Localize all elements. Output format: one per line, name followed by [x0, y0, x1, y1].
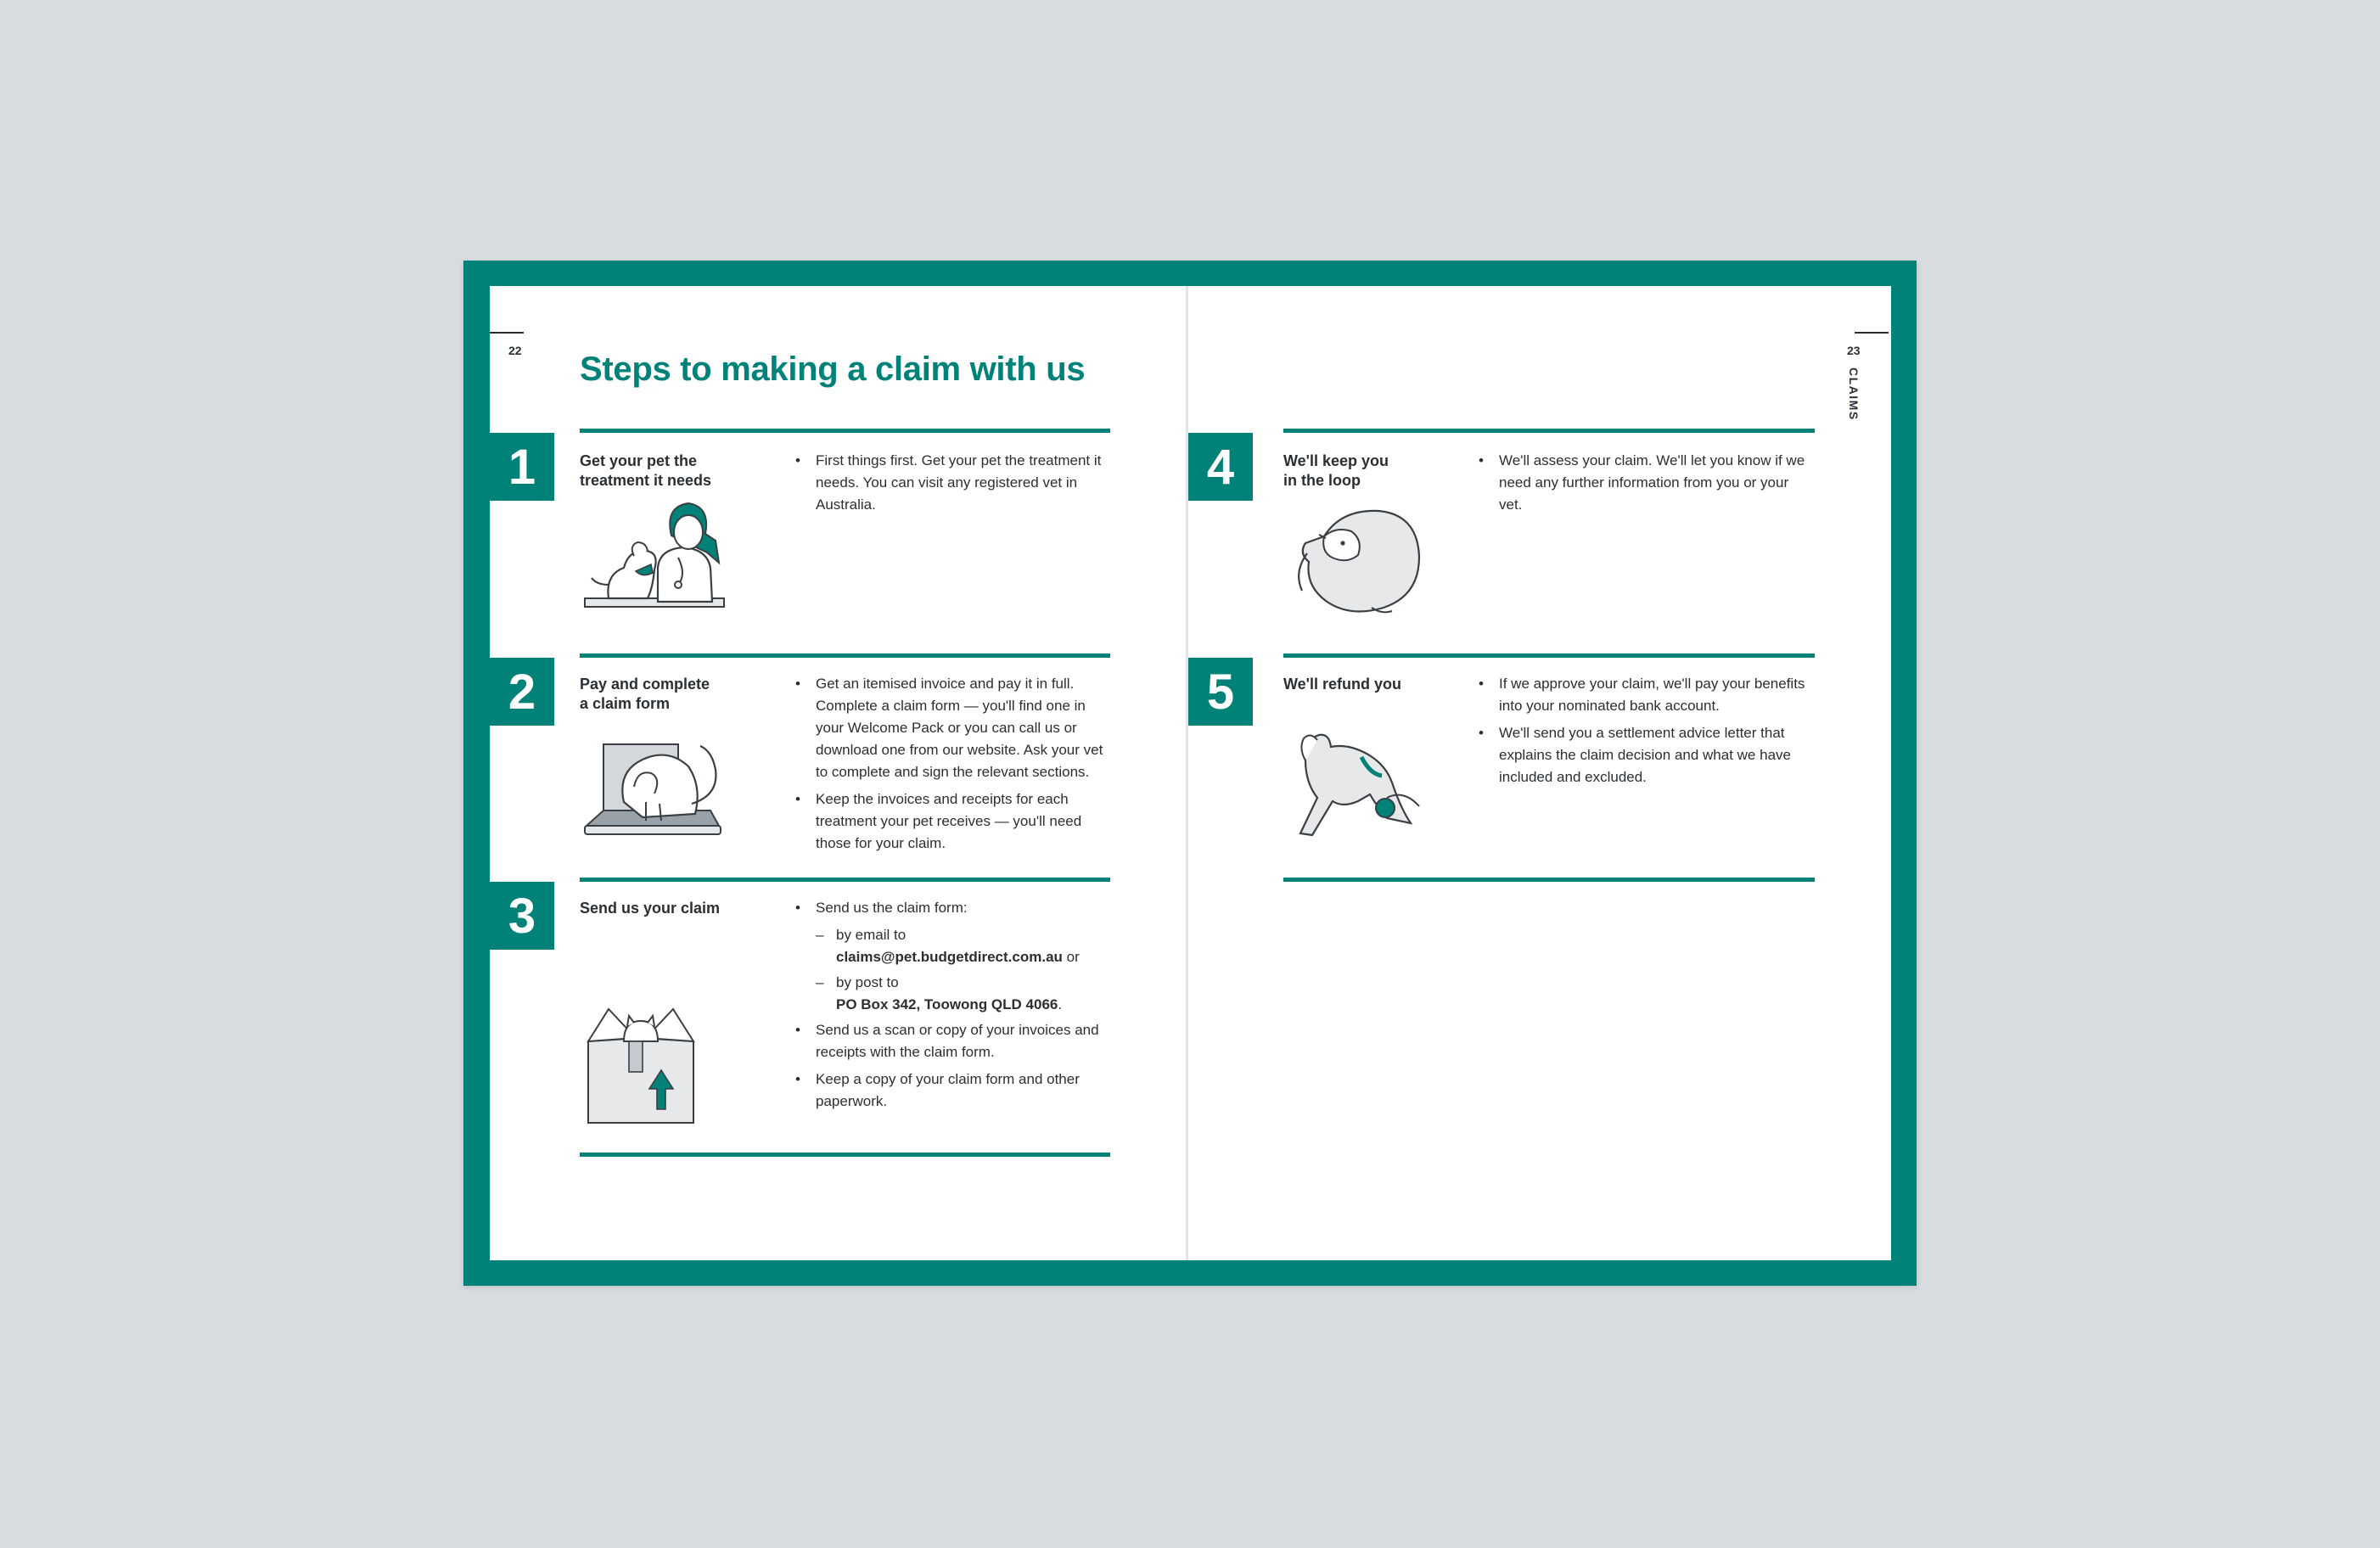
heading-line: Pay and complete [580, 676, 710, 693]
step-number-badge: 4 [1188, 433, 1253, 501]
step-body [795, 897, 1118, 1118]
step-body [1479, 450, 1810, 521]
bullet-item: • We'll send you a settlement advice letter that explains the claim decision and what we have included and excluded. [1479, 722, 1810, 788]
step-number-badge: 2 [490, 658, 554, 726]
step-heading [1283, 452, 1445, 491]
step-rule [1283, 429, 1815, 433]
bullet-item: • We'll assess your claim. We'll let you know if we need any further information from you or your vet. [1479, 450, 1810, 516]
step-body [795, 673, 1111, 860]
claims-email-link[interactable]: claims@pet.budgetdirect.com.au [836, 949, 1063, 965]
left-page [490, 286, 1186, 1260]
email-prefix: – by email to [836, 927, 907, 943]
vet-with-dog-illustration [583, 490, 727, 610]
step-rule [580, 429, 1110, 433]
step-rule [580, 1153, 1110, 1157]
bullet-item: • First things first. Get your pet the treatment it needs. You can visit any registered vet in Australia. [795, 450, 1109, 516]
bullet-item: • Get an itemised invoice and pay it in full. Complete a claim form — you'll find one in your Welcome Pack or you can call us or download one from our website. Ask your vet to complete and sign the relevant sections. [795, 673, 1111, 783]
step-body [1479, 673, 1810, 794]
curled-dog-illustration [1290, 502, 1428, 621]
heading-line: Get your pet the [580, 452, 698, 469]
step-rule [1283, 653, 1815, 658]
step-number-badge: 1 [490, 433, 554, 501]
heading-line: We'll keep you [1283, 452, 1389, 469]
step-heading [580, 452, 741, 491]
postal-address: PO Box 342, Toowong QLD 4066 [836, 996, 1058, 1012]
bullet-item: • Send us a scan or copy of your invoices and receipts with the claim form. [795, 1019, 1118, 1063]
folio-rule [1855, 332, 1889, 334]
bullet-item: • If we approve your claim, we'll pay your benefits into your nominated bank account. [1479, 673, 1810, 717]
email-item [816, 924, 1118, 968]
right-page [1188, 286, 1891, 1260]
step-heading [580, 675, 741, 714]
section-label: CLAIMS [1847, 367, 1861, 421]
bullet-item: • Send us the claim form: [795, 897, 1118, 919]
post-prefix: – by post to [836, 974, 899, 990]
heading-line: treatment it needs [580, 472, 712, 489]
step-rule [580, 653, 1110, 658]
heading-line: in the loop [1283, 472, 1361, 489]
cat-on-laptop-illustration [583, 736, 723, 842]
step-number-badge: 3 [490, 882, 554, 950]
brochure-spread [463, 261, 1917, 1286]
step-heading: We'll refund you [1283, 676, 1401, 693]
bullet-item: • Keep the invoices and receipts for each treatment your pet receives — you'll need those for your claim. [795, 788, 1111, 855]
step-heading: Send us your claim [580, 900, 721, 917]
page-number: 23 [1847, 344, 1861, 357]
page-number: 22 [508, 344, 522, 357]
playing-dog-illustration [1292, 723, 1428, 842]
step-number-badge: 5 [1188, 658, 1253, 726]
step-body [795, 450, 1109, 521]
post-item [816, 972, 1118, 1016]
heading-line: a claim form [580, 695, 671, 712]
email-suffix: or [1062, 949, 1080, 965]
page-title: Steps to making a claim with us [580, 351, 1086, 388]
post-suffix: . [1058, 996, 1063, 1012]
bullet-item: • Keep a copy of your claim form and other paperwork. [795, 1068, 1118, 1113]
cat-in-box-illustration [585, 1006, 697, 1128]
step-rule [1283, 878, 1815, 882]
step-rule [580, 878, 1110, 882]
folio-rule [490, 332, 524, 334]
